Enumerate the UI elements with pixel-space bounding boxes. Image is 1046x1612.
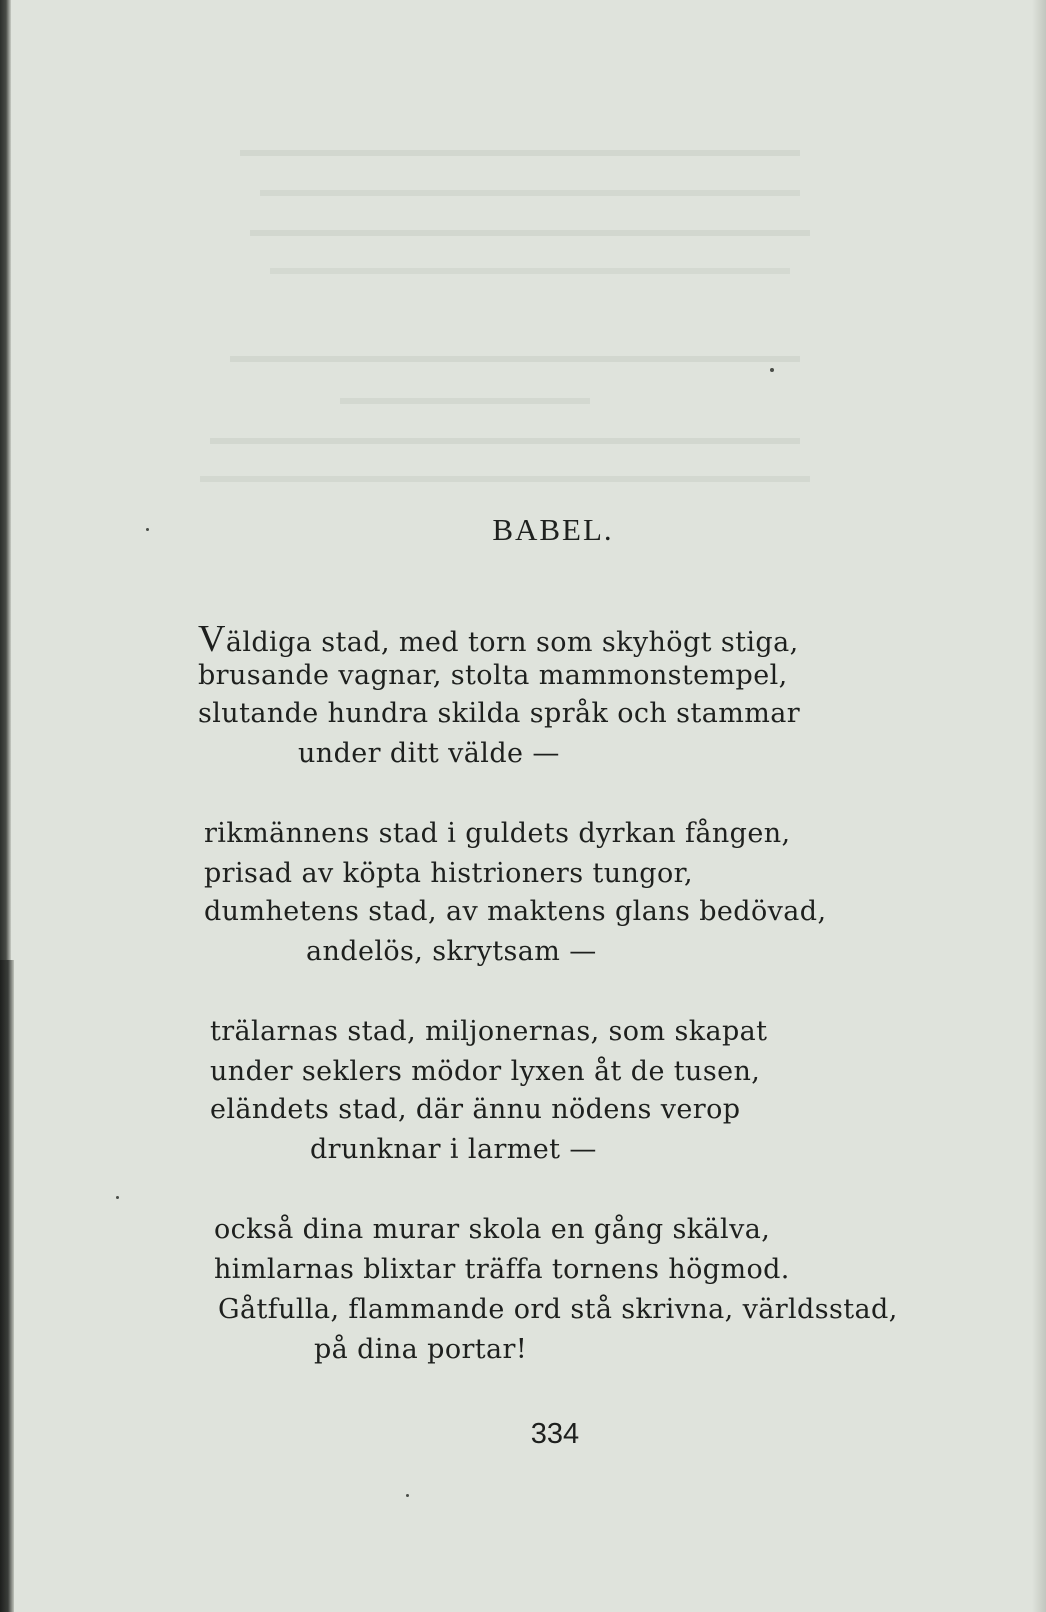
ink-speck	[116, 1196, 119, 1199]
poem-line: under seklers mödor lyxen åt de tusen,	[210, 1056, 761, 1087]
ink-speck	[406, 1494, 409, 1497]
poem-title: BABEL.	[492, 512, 614, 547]
poem-line: också dina murar skola en gång skälva,	[214, 1214, 771, 1245]
drop-cap: V	[198, 618, 226, 660]
poem-line: Gåtfulla, flammande ord stå skrivna, världsstad,	[218, 1294, 898, 1325]
poem-line-indented: under ditt välde —	[298, 738, 560, 769]
poem-line: slutande hundra skilda språk och stammar	[198, 698, 800, 729]
poem-line: Väldiga stad, med torn som skyhögt stiga,	[198, 618, 799, 660]
poem-line: rikmännens stad i guldets dyrkan fången,	[204, 818, 791, 849]
poem-line: himlarnas blixtar träffa tornens högmod.	[214, 1254, 790, 1285]
poem-line-indented: drunknar i larmet —	[310, 1134, 597, 1165]
poem-line: dumhetens stad, av maktens glans bedövad,	[204, 896, 827, 927]
poem-line: trälarnas stad, miljonernas, som skapat	[210, 1016, 768, 1047]
poem-line: brusande vagnar, stolta mammonstempel,	[198, 660, 788, 691]
poem-line: eländets stad, där ännu nödens verop	[210, 1094, 741, 1125]
page-number: 334	[530, 1418, 580, 1450]
poem-line-indented: på dina portar!	[314, 1334, 528, 1365]
scan-edge-shadow-lower	[0, 960, 14, 1612]
poem-line-indented: andelös, skrytsam —	[306, 936, 597, 967]
page-edge-shading	[1032, 0, 1046, 1612]
ink-speck	[770, 368, 774, 372]
poem-line: prisad av köpta histrioners tungor,	[204, 858, 693, 889]
